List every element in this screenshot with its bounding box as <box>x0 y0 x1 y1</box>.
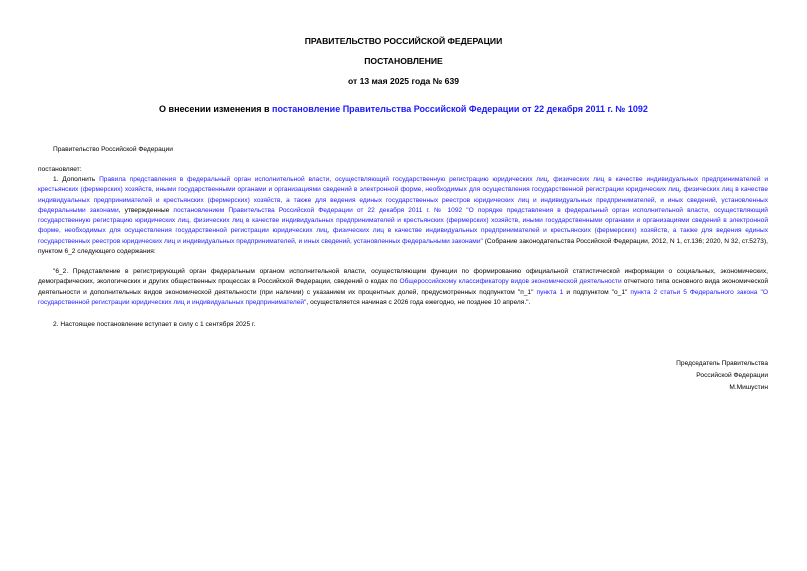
document-type-heading: ПОСТАНОВЛЕНИЕ <box>364 56 443 66</box>
signature-name: М.Мишустин <box>729 384 768 392</box>
quote-part-4: , осуществляется начиная с 2026 года ежегодно, не позднее 10 апреля.". <box>306 298 531 306</box>
okved-link[interactable]: Общероссийскому классификатору видов экономической деятельности <box>399 278 622 286</box>
item-1-tail: (Собрание законодательства Российской Федерации, 2012, N 1, ст.136; 2020, N 32, ст.5273), пунктом 6_2 следующего содержания: <box>38 237 769 256</box>
decree-1092-link[interactable]: постановлением Правительства Российской Федерации от 22 декабря 2011 г. № 1092 "О порядке представления в федеральный орган исполнительной власти, осуществляющий государственную регистрацию юридических лиц, физических лиц в качестве индивидуальных предпринимателей и крестьянских (фермерских) хозяйств, иными государственными органами и организациями сведений в электронной форме, необходимых для осуществления государственной регистрации юридических лиц, физических лиц в качестве индивидуальных предпринимателей и крестьянских (фермерских) хозяйств, а также для ведения единых государственных реестров юридических лиц и индивидуальных предпринимателей, и иных сведений, установленных федеральными законами" <box>38 206 768 245</box>
government-heading: ПРАВИТЕЛЬСТВО РОССИЙСКОЙ ФЕДЕРАЦИИ <box>304 36 503 46</box>
quote-part-3: и подпунктом "о_1" <box>563 288 631 296</box>
title-decree-link[interactable]: постановление Правительства Российской Федерации от 22 декабря 2011 г. № 1092 <box>272 104 648 114</box>
federal-law-link[interactable]: пункта 2 статьи 5 Федерального закона "О государственной регистрации юридических лиц и индивидуальных предпринимателей" <box>38 288 768 306</box>
document-title-prefix: О внесении изменения в <box>159 104 273 114</box>
signature-block <box>568 358 768 395</box>
item-1-lead: 1. Дополнить <box>53 176 100 183</box>
signature-position-line2: Российской Федерации <box>696 372 768 380</box>
postanovlyaet-text: постановляет: <box>38 166 82 173</box>
rules-link[interactable]: Правила представления в федеральный орган исполнительной власти, осуществляющий государственную регистрацию юридических лиц, физических лиц в качестве индивидуальных предпринимателей и крестьянских (фермерских) хозяйств, иными государственными органами и организациями сведений в электронной форме, необходимых для осуществления государственной регистрации юридических лиц, физических лиц в качестве индивидуальных предпринимателей и крестьянских (фермерских) хозяйств, а также для ведения единых государственных реестров юридических лиц и индивидуальных предпринимателей, и иных сведений, установленных федеральными законами <box>38 176 769 214</box>
item-2-paragraph: 2. Настоящее постановление вступает в силу с 1 сентября 2025 г. <box>53 321 256 328</box>
quote-part-1: "6_2. Представление в регистрирующий орган федеральным органом исполнительной власти, осуществляющим функции по формированию официальной статистической информации о социальных, экономических, демографических, экологических и других общественных процессах в Российской Федерации, сведений о кодах по <box>38 268 768 286</box>
signature-position-line1: Председатель Правительства <box>676 360 768 367</box>
quote-paragraph <box>38 267 768 308</box>
point-1-link[interactable]: пункта 1 <box>536 288 564 296</box>
document-date-number: от 13 мая 2025 года № 639 <box>347 76 460 86</box>
document-title <box>0 104 807 114</box>
item-1-mid: , утвержденные <box>118 206 174 214</box>
item-1-paragraph <box>38 175 768 257</box>
quote-part-2: отчетного типа основного вида экономической деятельности и дополнительных видов экономической деятельности (при наличии) с указанием их процентных долей, предусмотренных подпунктом "п_1" <box>38 278 768 296</box>
intro-text: Правительство Российской Федерации <box>53 146 173 153</box>
